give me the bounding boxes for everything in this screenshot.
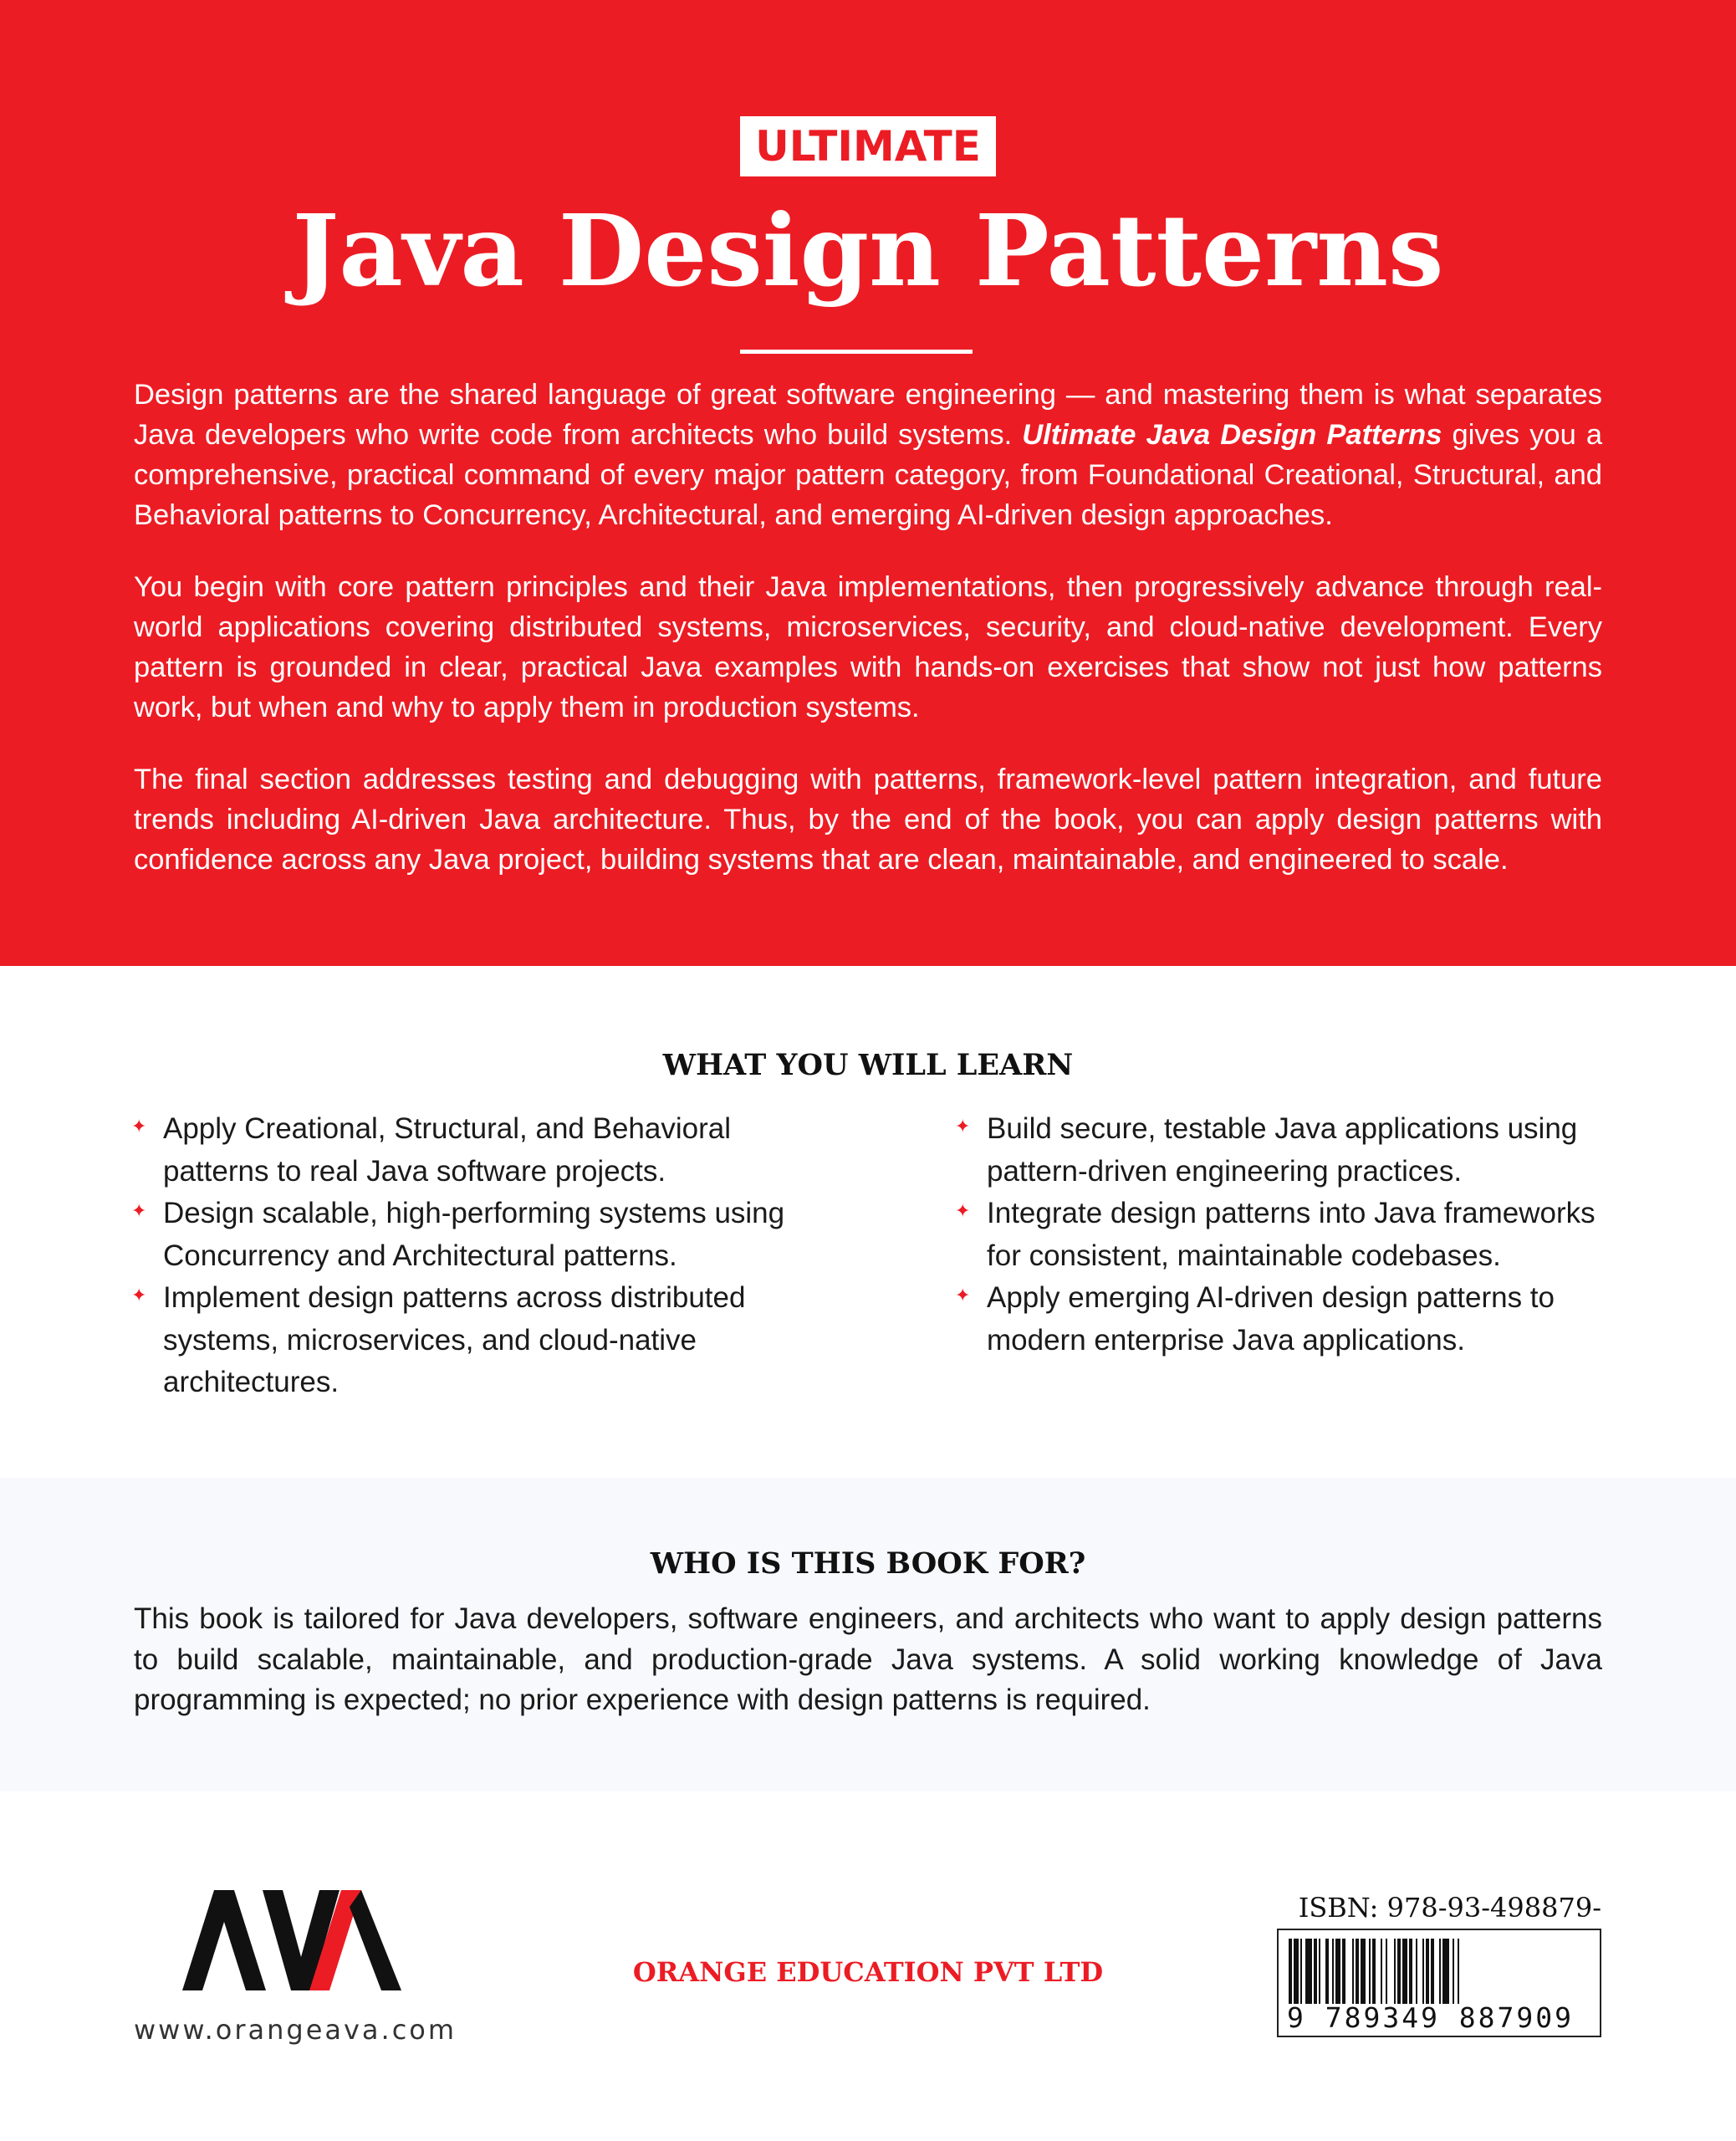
learn-item-text: Design scalable, high-performing systems using Concurrency and Architectural patterns. (163, 1197, 785, 1272)
audience-heading: WHO IS THIS BOOK FOR? (650, 1546, 1086, 1581)
learn-item (955, 1108, 1624, 1193)
book-description (134, 375, 1602, 912)
description-paragraph-2: You begin with core pattern principles and their Java implementations, then progressively advance through real-world applications covering distributed systems, microservices, security, and cloud-native development. Every pattern is grounded in clear, practical Java examples with hands-on exercises that show not just how patterns work, but when and why to apply them in production systems. (134, 571, 1602, 723)
learn-item (131, 1277, 817, 1404)
ava-logo-icon (182, 1890, 401, 1990)
isbn-label: ISBN: 978-93-498879- (1298, 1892, 1601, 1924)
description-paragraph-3: The final section addresses testing and debugging with patterns, framework-level pattern integration, and future trends including AI-driven Java architecture. Thus, by the end of the book, you can apply design patterns with confidence across any Java project, building systems that are clean, maintainable, and engineered to scale. (134, 764, 1602, 876)
learn-item (131, 1108, 817, 1193)
series-badge: ULTIMATE (740, 116, 996, 176)
audience-text: This book is tailored for Java developers, software engineers, and architects who want to apply design patterns to build scalable, maintainable, and production-grade Java systems. A solid working knowledge of Java programming is expected; no prior experience with design patterns is required. (134, 1602, 1602, 1716)
bullet-diamond-icon: ✦ (955, 1285, 971, 1306)
learn-item (131, 1193, 817, 1277)
learn-heading: WHAT YOU WILL LEARN (662, 1048, 1074, 1082)
description-text: gives you a comprehensive, practical command of every major pattern category, from Foundational Creational, Structural, and Behavioral patterns to Concurrency, Architectural, and emerging AI-driven design approaches. (134, 419, 1603, 531)
barcode-digits: 9 789349 887909 (1287, 2004, 1593, 2032)
learn-item-text: Implement design patterns across distributed systems, microservices, and cloud-native architectures. (163, 1281, 746, 1398)
bullet-diamond-icon: ✦ (955, 1200, 971, 1221)
learn-item-text: Integrate design patterns into Java frameworks for consistent, maintainable codebases. (987, 1197, 1596, 1272)
barcode (1277, 1929, 1601, 2037)
bullet-diamond-icon: ✦ (131, 1116, 147, 1137)
book-title: Java Design Patterns (292, 192, 1444, 309)
publisher-name: ORANGE EDUCATION PVT LTD (632, 1956, 1104, 1988)
title-divider (740, 350, 973, 354)
learn-item (955, 1277, 1624, 1362)
book-title-emphasis: Ultimate Java Design Patterns (1022, 419, 1442, 451)
learn-item (955, 1193, 1624, 1277)
bullet-diamond-icon: ✦ (131, 1285, 147, 1306)
publisher-logo (182, 1890, 401, 1990)
bullet-diamond-icon: ✦ (131, 1200, 147, 1221)
learn-item-text: Apply Creational, Structural, and Behavioral patterns to real Java software projects. (163, 1112, 731, 1188)
description-paragraph-1 (134, 375, 1602, 535)
learn-item-text: Build secure, testable Java applications using pattern-driven engineering practices. (987, 1112, 1578, 1188)
description-text: Design patterns are the shared language of great software engineering — and mastering them is what separates Java developers who write code from architects who build systems. (134, 379, 1602, 451)
learn-item-text: Apply emerging AI-driven design patterns to modern enterprise Java applications. (987, 1281, 1555, 1357)
website-url: www.orangeava.com (134, 2014, 457, 2046)
learn-list-left (131, 1108, 817, 1404)
bullet-diamond-icon: ✦ (955, 1116, 971, 1137)
learn-list-right (955, 1108, 1624, 1362)
